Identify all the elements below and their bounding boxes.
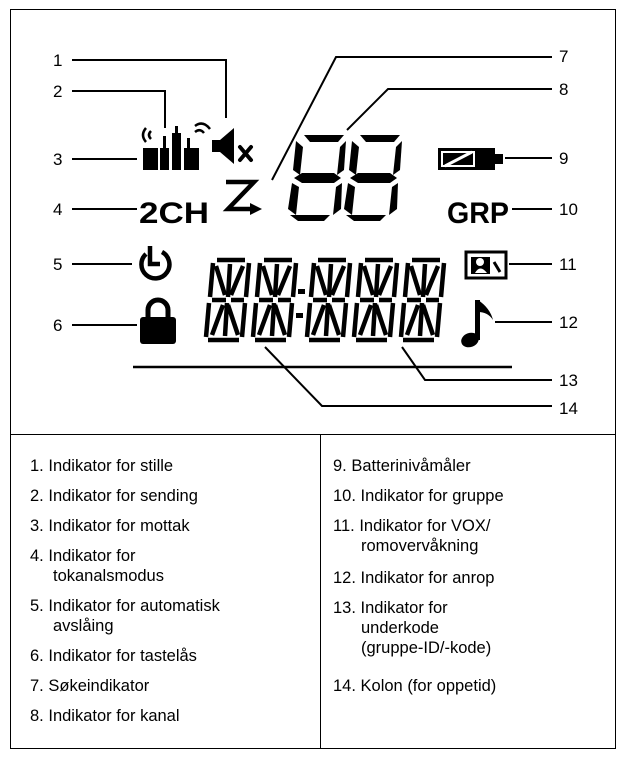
callout-number: 10 xyxy=(559,200,578,219)
legend-item: 4. Indikator for tokanalsmodus xyxy=(30,547,164,585)
callout-number: 13 xyxy=(559,371,578,390)
legend-divider-vertical xyxy=(320,434,321,749)
legend-item: 12. Indikator for anrop xyxy=(333,569,495,587)
legend-item: 10. Indikator for gruppe xyxy=(333,487,504,505)
lock-icon xyxy=(140,300,176,344)
legend-item: 7. Søkeindikator xyxy=(30,677,150,695)
callout-number: 8 xyxy=(559,80,569,99)
callout-number: 4 xyxy=(53,200,63,219)
speaker-mute-icon xyxy=(212,128,251,164)
legend-item: 1. Indikator for stille xyxy=(30,457,174,475)
callout-number: 2 xyxy=(53,82,63,101)
callout-number: 7 xyxy=(559,47,569,66)
legend-item: 9. Batterinivåmåler xyxy=(333,457,471,475)
callout-number: 5 xyxy=(53,255,63,274)
two-channel-label: 2CH xyxy=(139,197,209,230)
legend-item: 2. Indikator for sending xyxy=(30,487,198,505)
legend-item: 14. Kolon (for oppetid) xyxy=(333,677,497,695)
callout-number: 9 xyxy=(559,149,569,168)
channel-digits xyxy=(288,135,402,221)
power-timer-icon xyxy=(141,246,169,278)
colon-segments xyxy=(296,289,305,318)
legend-divider-horizontal xyxy=(10,434,616,435)
legend-item: 3. Indikator for mottak xyxy=(30,517,190,535)
callout-number: 14 xyxy=(559,399,578,418)
callout-number: 11 xyxy=(559,255,577,274)
subcode-digits xyxy=(206,260,444,340)
legend-item: 5. Indikator for automatisk avslåing xyxy=(30,597,220,635)
legend-item: 13. Indikator for underkode (gruppe-ID/-kode) xyxy=(333,599,492,657)
callout-number: 3 xyxy=(53,150,63,169)
callout-number: 12 xyxy=(559,313,578,332)
music-note-icon xyxy=(459,300,493,350)
legend-item: 11. Indikator for VOX/ romovervåkning xyxy=(333,517,491,555)
callout-number: 1 xyxy=(53,51,63,70)
leader-lines xyxy=(72,57,552,406)
callout-number: 6 xyxy=(53,316,63,335)
vox-monitor-icon xyxy=(466,252,506,278)
transmit-icon xyxy=(172,124,210,170)
scan-icon xyxy=(226,182,262,215)
legend-item: 6. Indikator for tastelås xyxy=(30,647,197,665)
group-label: GRP xyxy=(447,197,509,230)
legend-item: 8. Indikator for kanal xyxy=(30,707,180,725)
receive-icon xyxy=(143,128,169,170)
battery-icon xyxy=(438,148,503,170)
